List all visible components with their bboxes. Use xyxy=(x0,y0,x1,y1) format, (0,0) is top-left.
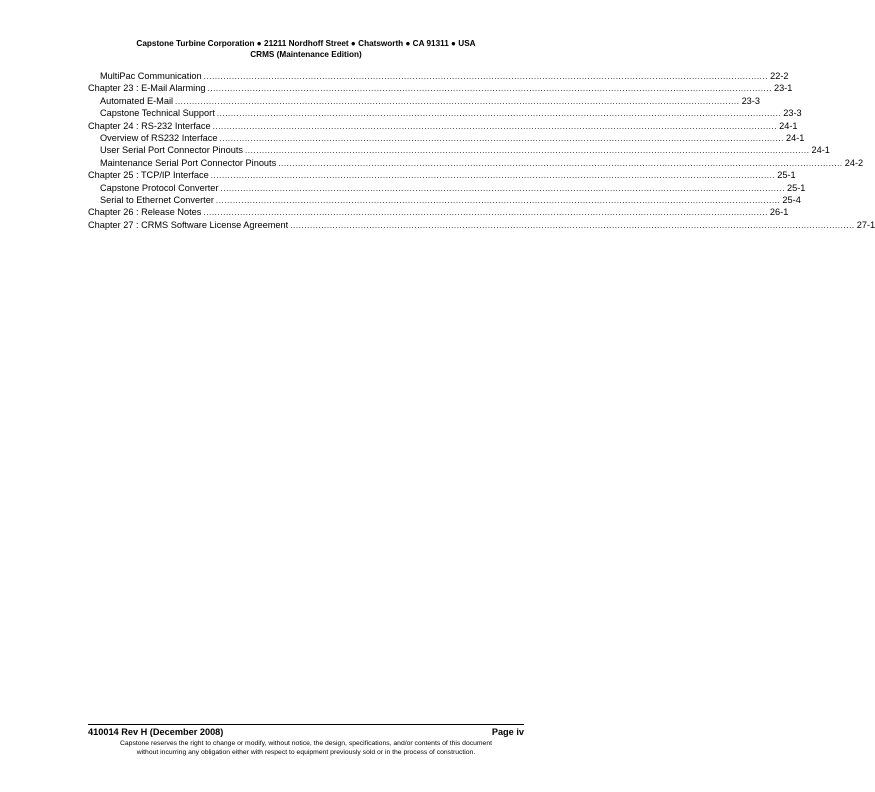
toc-dot-leader: ........................................................................................................................................................................................................ xyxy=(212,121,778,131)
toc-dot-leader: ........................................................................................................................................................................................................ xyxy=(203,208,768,218)
toc-dot-leader: ........................................................................................................................................................................................................ xyxy=(244,146,810,156)
footer-disclaimer-line: Capstone reserves the right to change or modify, without notice, the design, specifications, and/or contents of this document xyxy=(119,740,493,747)
toc-dot-leader: ........................................................................................................................................................................................................ xyxy=(219,133,784,143)
toc-dot-leader: ........................................................................................................................................................................................................ xyxy=(290,220,855,230)
header-document-title: CRMS (Maintenance Edition) xyxy=(250,50,362,59)
toc-entry-page: 24-1 xyxy=(779,120,798,131)
footer-info-line xyxy=(88,726,524,738)
toc-entry-title: Capstone Protocol Converter xyxy=(100,182,219,193)
toc-dot-leader: ........................................................................................................................................................................................................ xyxy=(203,72,769,81)
toc-entry-title: Capstone Technical Support xyxy=(100,108,215,119)
footer-page-number: Page iv xyxy=(491,727,524,737)
toc-entry-page: 24-1 xyxy=(811,145,830,156)
page-footer xyxy=(88,724,524,757)
toc-entry-title: Chapter 25 : TCP/IP Interface xyxy=(88,170,209,181)
toc-chapter-entry[interactable] xyxy=(88,120,798,132)
toc-chapter-entry[interactable] xyxy=(88,219,875,231)
toc-entry-title: Chapter 26 : Release Notes xyxy=(88,207,202,218)
footer-document-id: 410014 Rev H (December 2008) xyxy=(88,727,224,737)
toc-chapter-entry[interactable] xyxy=(88,82,793,94)
toc-entry-title: User Serial Port Connector Pinouts xyxy=(100,145,243,156)
toc-entry-title: Maintenance Serial Port Connector Pinouts xyxy=(100,157,277,168)
toc-dot-leader: ........................................................................................................................................................................................................ xyxy=(278,158,843,168)
table-of-contents xyxy=(88,70,875,231)
toc-entry-title: Chapter 24 : RS-232 Interface xyxy=(88,120,211,131)
toc-entry-page: 23-1 xyxy=(773,83,793,94)
toc-entry-title: Chapter 27 : CRMS Software License Agreement xyxy=(88,219,289,230)
toc-entry-page: 23-3 xyxy=(741,95,760,106)
toc-entry-title: Serial to Ethernet Converter xyxy=(100,194,214,205)
toc-dot-leader: ........................................................................................................................................................................................................ xyxy=(220,183,786,193)
toc-section-entry[interactable] xyxy=(88,107,802,119)
toc-entry-title: Chapter 23 : E-Mail Alarming xyxy=(88,83,206,94)
toc-chapter-entry[interactable] xyxy=(88,206,789,218)
toc-entry-page: 24-2 xyxy=(844,157,864,168)
toc-entry-page: 25-1 xyxy=(787,182,806,193)
toc-section-entry[interactable] xyxy=(88,95,760,107)
footer-disclaimer-line: without incurring any obligation either with respect to equipment previously sold or in the process of construction. xyxy=(136,749,476,756)
toc-dot-leader: ........................................................................................................................................................................................................ xyxy=(216,109,782,119)
toc-entry-title: Overview of RS232 Interface xyxy=(100,132,218,143)
toc-entry-page: 24-1 xyxy=(785,132,805,143)
toc-entry-page: 23-3 xyxy=(783,108,802,119)
toc-dot-leader: ........................................................................................................................................................................................................ xyxy=(215,195,781,205)
toc-entry-page: 26-1 xyxy=(769,207,789,218)
footer-divider xyxy=(88,724,524,725)
toc-entry-page: 25-4 xyxy=(782,194,801,205)
toc-entry-page: 27-1 xyxy=(856,219,875,230)
toc-section-entry[interactable] xyxy=(88,194,801,206)
toc-entry-page: 22-2 xyxy=(770,71,789,81)
toc-dot-leader: ........................................................................................................................................................................................................ xyxy=(207,84,772,94)
header-company-line: Capstone Turbine Corporation ● 21211 Nordhoff Street ● Chatsworth ● CA 91311 ● USA xyxy=(136,39,476,48)
toc-section-entry[interactable] xyxy=(88,70,789,82)
toc-dot-leader: ........................................................................................................................................................................................................ xyxy=(175,96,740,106)
toc-section-entry[interactable] xyxy=(88,132,805,144)
toc-chapter-entry[interactable] xyxy=(88,169,796,181)
toc-entry-page: 25-1 xyxy=(777,170,796,181)
footer-disclaimer xyxy=(88,739,524,757)
toc-entry-title: Automated E-Mail xyxy=(100,95,174,106)
toc-section-entry[interactable] xyxy=(88,182,806,194)
page-header xyxy=(0,38,612,60)
toc-entry-title: MultiPac Communication xyxy=(100,71,202,81)
toc-dot-leader: ........................................................................................................................................................................................................ xyxy=(210,171,776,181)
toc-section-entry[interactable] xyxy=(88,144,830,156)
toc-section-entry[interactable] xyxy=(88,157,864,169)
